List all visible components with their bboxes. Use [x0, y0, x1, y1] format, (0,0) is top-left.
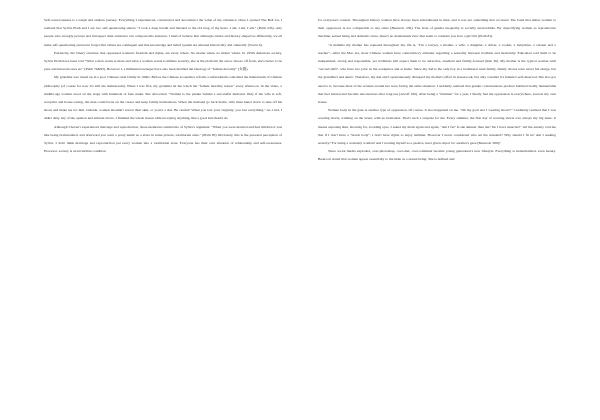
left-text-column: [44, 16, 282, 155]
paragraph: Women body in the gaze is another type of oppression. Of course. It also happened on me. "Oh my god! Are I wearing shorts?" I suddenly realized that I was wearing shorts, walking on the street, with no hesitation. That's such a surprise for me. Every summer, the first day of wearing shorts was always my big issue. It means exposing skin, showing fat, avoiding eyes. I asked my mom again and again, "Am I fat? Is she skinner than me? Do I have muscles?" All the anxiety told me that if I don't have a "beach body", I don't have rights to enjoy summer. However I never considered who set the standard? Why should I fit in? Am I seeking security? For being a womanly woman? Am I treating myself as a passive, inert given object for another's gaze (Beauvoir 306)?: [318, 108, 556, 146]
paragraph: Although I haven't experienced marriage and reproduction, those memories remind me of Sylvia's argument. "When you were married and had children it was like being brainwashed, and afterward you went a posty numb as a slave in some private, totalitarian state." (Plath 85) Obviously, this is the personal perception of Sylvia. I don't think marriage and reproduction put every woman into a totalitarian state. Everyone has their own situation of relationship and self-awareness. However, society is an invincible condition: [44, 124, 282, 154]
paragraph: Since social media exploded, over-photoshop, over-diet, over-comment became young generation's new lifestyle. Everything is industrialized, even beauty. Beauvoir stated that women appear essentially to the male as a sexual being. She is defined and: [318, 149, 556, 162]
paragraph: Patriarchy, the binary structure that oppressed women's freedom and rights, are every where. No matter when, no matter where. In 1950s American society, Sylvia Plath have been told "What a man wants is mate and what a woman wants is infinite security, she is the platform the arrow shoots off from, she's better to be pure and innocent ones etc" (Plath 72&83). However I, a millennial teenager have also been instilled the ideology of "female morality" (女德).: [44, 50, 282, 72]
paragraph: "A mamma my mother has repeated throughout my life is, "I'm a lawyer, a mother, a wife, a daughter, a driver, a cooker, a babysitter, a cleaner and a teacher"...After the Mao era, most Chinese women have contradictory attitudes regarding a sexuality between tradition and modernity. Education told them to be independent, strong and responsible, yet traditions still expect them to be attractive, obedient and family-focused (Ren 36). My mother is the typical woman with "second shift", who have two jobs: in the workplace and at home. Since my dad is the only boy in a traditional rural family, family chores were never his charge, but my grandma's and aunts'. Therefore, my dad and I spontaneously disregard my mother's effort in housework, but only consider it's female's self-deserved. She also got used to it, because most of the women around her were facing the same situation. I suddenly realized that gender consciousness produce habitual bodily mannerisms that feel natural and become unconscious after long use (Alcoff 100). After being a "feminist" for a year, I finally feel the oppression is everywhere, even in my own house.: [318, 42, 556, 105]
paragraph: for everyone's context. Throughout history women have always been subordinated in men, and it was not something that occurred. The bond that unites women to their oppressors is not comparable to any other (Beauvoir 259). The state of gender inequality is socially unavoidable. By objectifying woman as reproductive machine, sexual being and domestic slave, there's no mainstream view that seem to consider you how a girl felt (Plath 81).: [318, 18, 556, 39]
paragraph: Self-consciousness is a tough and endless journey. Everything I experienced, constructed and deconstruct the value of my existence. Once I opened The Bell Jar, I realized that Sylvia Plath and I are two self-questioning sisters. "I took a deep breath and listened to the old brag of my heart. I am, I am, I am." (Plath 243). only people who strongly percept and introspect their existence can compose this sentence. I kind of believe that although culture and history shaped us differently, we all insist self-questioning and never forget that values are contingent and that knowledge and belief system are situated historically and culturally (Travis 6).: [44, 18, 282, 47]
right-text-column: [318, 16, 556, 164]
paragraph: My grandma was raised up in a poor Chinese rural family in 1940s. Before the Chinese economics reform, Confucianism controlled the mainstream of Chinese philosophy (of course for now it's still the mainstream). When I was five, my grandma let me watch the "female morality lesson" every afternoon. In the video, a middle-age woman stood on the stage with hundreds of fans under. She advocated, "Woman is the pusher behind a successful husband. Only if the wife is soft, receptive and house-caring, the man could focus on the career and keep family harmonious. When the husband go back home, wife must kneel down to take off his shoes and make tea for him. Outside, women shouldn't reveal their skin, or you're a slut. Be careful! When you lost your virginity, you lost everything." As a kid, I didn't deny any of the opinion and attitude above. I finished the whole lesson without saying anything, like a good kid should do.: [44, 75, 282, 121]
